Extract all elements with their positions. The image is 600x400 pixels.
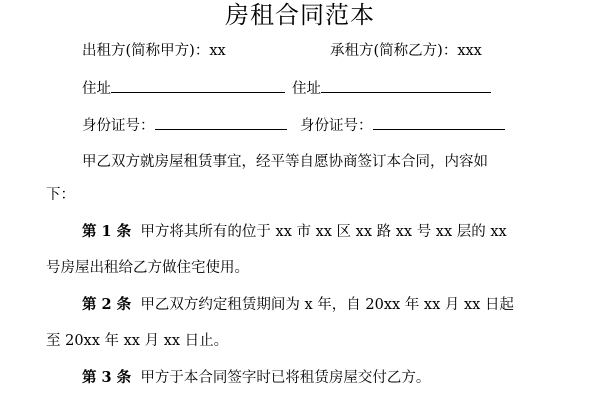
article-1-text-1: 甲方将其所有的位于 xx 市 xx 区 xx 路 xx 号 xx 层的 xx xyxy=(140,224,507,240)
article-2-line-1 xyxy=(82,295,514,315)
article-1-number: 第 1 条 xyxy=(82,223,132,240)
address-blank-a xyxy=(111,78,285,93)
id-blank-b xyxy=(373,115,505,130)
article-3-line-1 xyxy=(82,368,430,388)
id-row-b xyxy=(300,115,505,136)
id-label-b: 身份证号： xyxy=(300,118,373,134)
article-3-text-1: 甲方于本合同签字时已将租赁房屋交付乙方。 xyxy=(140,370,431,386)
article-2-text-1: 甲乙双方约定租赁期间为 x 年，自 20xx 年 xx 月 xx 日起 xyxy=(140,297,514,313)
article-1-line-1 xyxy=(82,222,507,242)
lessee-label: 承租方(简称乙方)：xxx xyxy=(330,43,482,59)
lessor-label: 出租方(简称甲方)：xx xyxy=(82,43,226,59)
id-row-a xyxy=(82,115,287,136)
address-row-a xyxy=(82,78,285,99)
document-title: 房租合同范本 xyxy=(225,1,375,29)
address-row-b xyxy=(292,78,491,99)
id-blank-a xyxy=(155,115,287,130)
article-2-line-2: 至 20xx 年 xx 月 xx 日止。 xyxy=(46,333,229,349)
intro-line-2: 下： xyxy=(46,187,75,203)
article-2-number: 第 2 条 xyxy=(82,296,132,313)
address-label-a: 住址 xyxy=(82,81,111,97)
intro-line-1: 甲乙双方就房屋租赁事宜，经平等自愿协商签订本合同，内容如 xyxy=(82,154,488,170)
article-3-number: 第 3 条 xyxy=(82,369,132,386)
id-label-a: 身份证号： xyxy=(82,118,155,134)
article-1-line-2: 号房屋出租给乙方做住宅使用。 xyxy=(46,260,249,276)
address-blank-b xyxy=(321,78,491,93)
address-label-b: 住址 xyxy=(292,81,321,97)
